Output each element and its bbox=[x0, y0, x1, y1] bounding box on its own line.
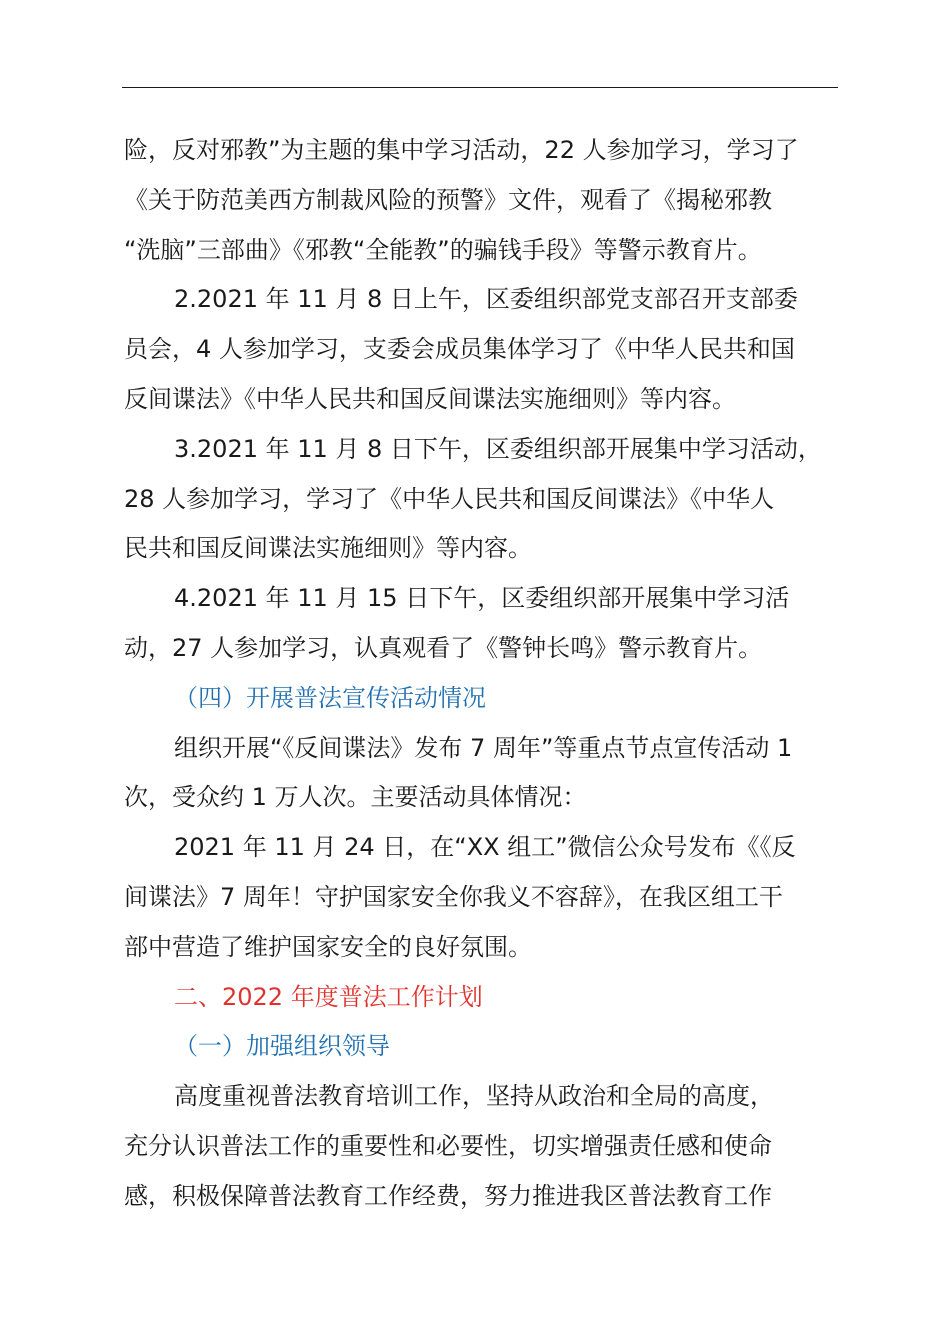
paragraph-line: 动，27 人参加学习，认真观看了《警钟长鸣》警示教育片。 bbox=[124, 633, 763, 662]
paragraph-line: 感，积极保障普法教育工作经费，努力推进我区普法教育工作 bbox=[124, 1181, 772, 1210]
paragraph-line: 4.2021 年 11 月 15 日下午，区委组织部开展集中学习活 bbox=[174, 584, 790, 613]
paragraph-line: 次，受众约 1 万人次。主要活动具体情况： bbox=[124, 783, 587, 812]
paragraph-line: “洗脑”三部曲》《邪教“全能教”的骗钱手段》等警示教育片。 bbox=[124, 235, 762, 264]
paragraph-line: 组织开展“《反间谍法》发布 7 周年”等重点节点宣传活动 1 bbox=[174, 733, 793, 762]
section-heading: （四）开展普法宣传活动情况 bbox=[174, 683, 486, 712]
paragraph-line: 高度重视普法教育培训工作，坚持从政治和全局的高度， bbox=[174, 1082, 774, 1111]
paragraph-line: 2.2021 年 11 月 8 日上午，区委组织部党支部召开支部委 bbox=[174, 285, 798, 314]
paragraph-line: 2021 年 11 月 24 日，在“XX 组工”微信公众号发布《《反 bbox=[174, 833, 796, 862]
paragraph-line: 部中营造了维护国家安全的良好氛围。 bbox=[124, 932, 532, 961]
paragraph-line: 3.2021 年 11 月 8 日下午，区委组织部开展集中学习活动， bbox=[174, 434, 822, 463]
paragraph-line: 《关于防范美西方制裁风险的预警》文件，观看了《揭秘邪教 bbox=[124, 185, 772, 214]
header-rule bbox=[122, 87, 838, 88]
document-body bbox=[124, 126, 838, 1222]
paragraph-line: 险，反对邪教”为主题的集中学习活动，22 人参加学习，学习了 bbox=[124, 136, 799, 164]
paragraph-line: 员会，4 人参加学习，支委会成员集体学习了《中华人民共和国 bbox=[124, 335, 795, 364]
paragraph-line: 民共和国反间谍法实施细则》等内容。 bbox=[124, 534, 532, 563]
paragraph-line: 充分认识普法工作的重要性和必要性，切实增强责任感和使命 bbox=[124, 1131, 772, 1160]
paragraph-line: 间谍法》7 周年！守护国家安全你我义不容辞》，在我区组工干 bbox=[124, 882, 783, 911]
section-heading: （一）加强组织领导 bbox=[174, 1032, 390, 1061]
paragraph-line: 反间谍法》《中华人民共和国反间谍法实施细则》等内容。 bbox=[124, 384, 736, 413]
paragraph-line: 28 人参加学习，学习了《中华人民共和国反间谍法》《中华人 bbox=[124, 484, 775, 513]
chapter-heading: 二、2022 年度普法工作计划 bbox=[174, 982, 483, 1011]
